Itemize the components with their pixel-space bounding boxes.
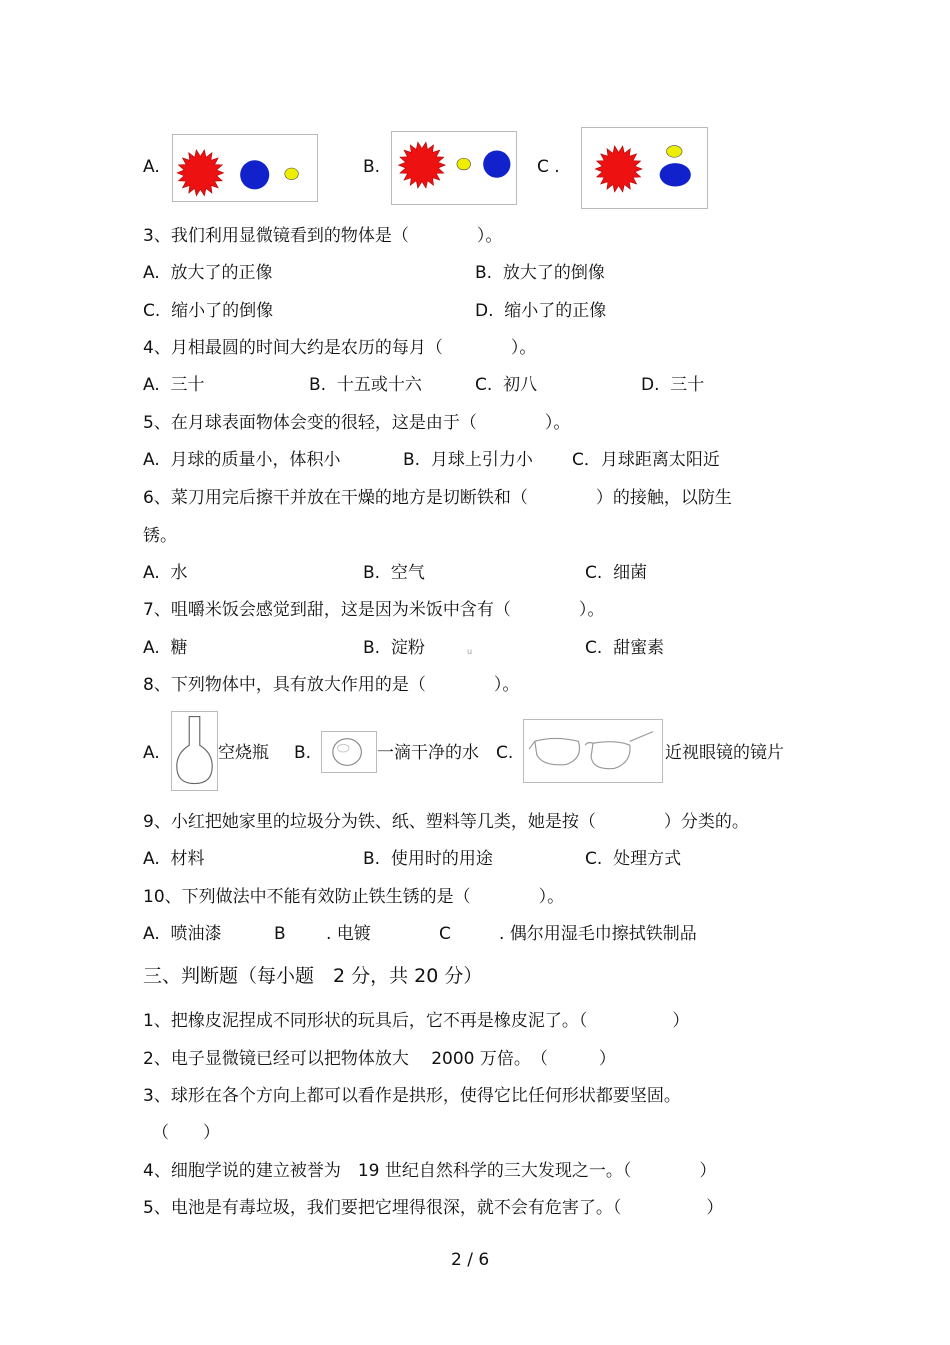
earth-icon (660, 163, 691, 186)
water-drop-image (321, 731, 377, 773)
glasses-image (523, 719, 663, 783)
q7-stray-mark: u (467, 647, 473, 656)
q3-option-c: C. 缩小了的倒像 (143, 301, 274, 321)
section3-title: 三、判断题（每小题 2 分，共 20 分） (143, 965, 483, 987)
q4-option-d: D. 三十 (641, 375, 705, 395)
q6-option-a: A. 水 (143, 563, 188, 583)
q2-option-a-diagram (172, 134, 318, 202)
q6-stem-line2: 锈。 (143, 526, 177, 546)
q7-option-b: B. 淀粉 (363, 638, 425, 658)
q4-option-c: C. 初八 (475, 375, 538, 395)
q8-option-a-text: 空烧瓶 (218, 743, 269, 763)
q9-option-b: B. 使用时的用途 (363, 849, 493, 869)
q3-stem: 3、我们利用显微镜看到的物体是（ ）。 (143, 226, 503, 246)
q9-stem: 9、小红把她家里的垃圾分为铁、纸、塑料等几类，她是按（ ）分类的。 (143, 812, 749, 832)
q3-option-b: B. 放大了的倒像 (475, 263, 605, 283)
flask-icon (177, 717, 212, 784)
sun-icon (595, 146, 642, 192)
water-drop-icon (333, 739, 362, 766)
q7-option-c: C. 甜蜜素 (585, 638, 665, 658)
q2-option-b-diagram (391, 131, 517, 205)
q7-stem: 7、咀嚼米饭会感觉到甜，这是因为米饭中含有（ ）。 (143, 600, 605, 620)
q9-option-c: C. 处理方式 (585, 849, 682, 869)
q9-option-a: A. 材料 (143, 849, 205, 869)
glasses-icon (524, 720, 662, 782)
q8-option-b-text: 一滴干净的水 (377, 743, 479, 763)
q10-stem: 10、下列做法中不能有效防止铁生锈的是（ ）。 (143, 887, 565, 907)
q5-option-b: B. 月球上引力小 (403, 450, 533, 470)
q2-option-b-label: B. (363, 157, 381, 177)
flask-image (171, 711, 218, 791)
q2-option-c-diagram (581, 127, 708, 209)
q8-option-c-text: 近视眼镜的镜片 (665, 743, 784, 763)
q4-option-a: A. 三十 (143, 375, 205, 395)
judge-item-5: 5、电池是有毒垃圾，我们要把它埋得很深，就不会有危害了。（ ） (143, 1198, 724, 1218)
q8-option-a-label: A. (143, 743, 160, 763)
q8-stem: 8、下列物体中，具有放大作用的是（ ）。 (143, 675, 520, 695)
q10-option-a: A. 喷油漆 (143, 924, 222, 944)
judge-item-3: 3、球形在各个方向上都可以看作是拱形，使得它比任何形状都要坚固。 (143, 1086, 681, 1106)
sun-icon (399, 142, 446, 188)
q2-option-c-label: C . (537, 157, 560, 177)
q4-stem: 4、月相最圆的时间大约是农历的每月（ ）。 (143, 338, 537, 358)
q7-option-a: A. 糖 (143, 638, 188, 658)
q6-option-c: C. 细菌 (585, 563, 648, 583)
q10-option-b-letter: B (274, 924, 286, 944)
judge-item-3-blank: （ ） (152, 1123, 220, 1143)
q6-option-b: B. 空气 (363, 563, 425, 583)
q3-option-d: D. 缩小了的正像 (475, 301, 607, 321)
judge-item-4: 4、细胞学说的建立被誉为 19 世纪自然科学的三大发现之一。（ ） (143, 1161, 717, 1181)
q4-option-b: B. 十五或十六 (309, 375, 422, 395)
q8-option-b-label: B. (294, 743, 312, 763)
q5-option-c: C．月球距离太阳近 (572, 450, 720, 470)
q3-option-a: A. 放大了的正像 (143, 263, 273, 283)
q10-option-b-text: . 电镀 (326, 924, 371, 944)
moon-icon (285, 168, 299, 180)
page-number: 2 / 6 (451, 1250, 490, 1270)
judge-item-2: 2、电子显微镜已经可以把物体放大 2000 万倍。 （ ） (143, 1049, 616, 1069)
earth-icon (240, 160, 269, 189)
q5-stem: 5、在月球表面物体会变的很轻，这是由于（ ）。 (143, 413, 571, 433)
q5-option-a: A. 月球的质量小，体积小 (143, 450, 341, 470)
sun-icon (177, 150, 224, 196)
judge-item-1: 1、把橡皮泥捏成不同形状的玩具后，它不再是橡皮泥了。（ ） (143, 1011, 690, 1031)
q2-option-a-label: A. (143, 157, 160, 177)
q10-option-c-text: . 偶尔用湿毛巾擦拭铁制品 (499, 924, 697, 944)
q8-option-c-label: C. (496, 743, 514, 763)
earth-icon (483, 150, 510, 177)
moon-icon (457, 158, 471, 170)
q6-stem-line1: 6、菜刀用完后擦干并放在干燥的地方是切断铁和（ ）的接触，以防生 (143, 488, 732, 508)
q10-option-c-letter: C (439, 924, 451, 944)
moon-icon (666, 146, 682, 158)
